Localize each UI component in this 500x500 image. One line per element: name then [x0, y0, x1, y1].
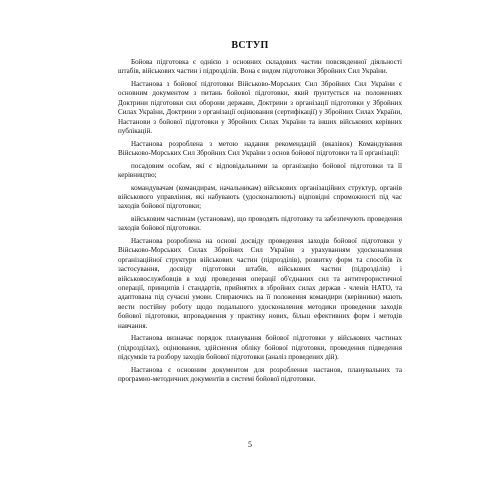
paragraph-4: посадовим особам, які є відповідальними за організацію бойової підготовки та її керівництво; [118, 161, 402, 180]
paragraph-1: Бойова підготовка є однією з основних складових частин повсякденної діяльності штабів, військових частин і підрозділів. Вона є видом підготовки Збройних Сил України. [118, 58, 402, 76]
page-title: ВСТУП [231, 40, 269, 51]
paragraph-5: командувачам (командирам, начальникам) військових організаційних структур, органів військового управління, які набувають (удосконалюють) відповідні спроможності під час заходів бойової підготовки; [118, 183, 402, 211]
document-body [118, 58, 402, 388]
paragraph-6: військовим частинам (установам), що проводять підготовку та забезпечують проведення заходів бойової підготовки. [118, 215, 402, 233]
paragraph-8: Настанова визначає порядок планування бойової підготовки у військових частинах (підрозділах), оцінювання, здійснення обліку бойової підготовки, проведення підведення підсумків та розбору заходів бойової підготовки (аналіз проведених дій). [118, 334, 402, 362]
page-number: 5 [248, 440, 252, 449]
paragraph-3: Настанова розроблена з метою надання рекомендацій (вказівок) Командування Військово-Морських Сил Збройних Сил України з основ бойової підготовки та її організації: [118, 139, 402, 158]
paragraph-2: Настанова з бойової підготовки Військово-Морських Сил Збройних Сил України є основним документом з питань бойової підготовки, який ґрунтується на положеннях Доктрини підготовки сил оборони держави, Доктрини з організації підготовки у Збройних Силах України, Доктрини з організації оцінювання (сертифікації) у Збройних Силах України, Настанови з бойової підготовки у Збройних Силах України та інших військових керівних публікацій. [118, 80, 402, 136]
paragraph-7: Настанова розроблена на основі досвіду проведення заходів бойової підготовки у Військово-Морських Силах Збройних Сил України з урахуванням удосконалення організаційної структури військових частин (підрозділів), розвитку форм та способів їх застосування, досвіду підготовки штабів, військових частин (підрозділів) і військовослужбовців в ході проведення операції об'єднаних сил та антитерористичної операції, принципів і стандартів, прийнятих в збройних силах держав - членів НАТО, та адаптована під сучасні умови. Спираючись на її положення командири (керівники) мають вести постійну роботу щодо подальшого удосконалення методики проведення заходів бойової підготовки, впровадження у практику нових, більш ефективних форм і методів навчання. [118, 237, 402, 330]
paragraph-9: Настанова є основним документом для розроблення настанов, планувальних та програмно-методичних документів в системі бойової підготовки. [118, 365, 402, 384]
